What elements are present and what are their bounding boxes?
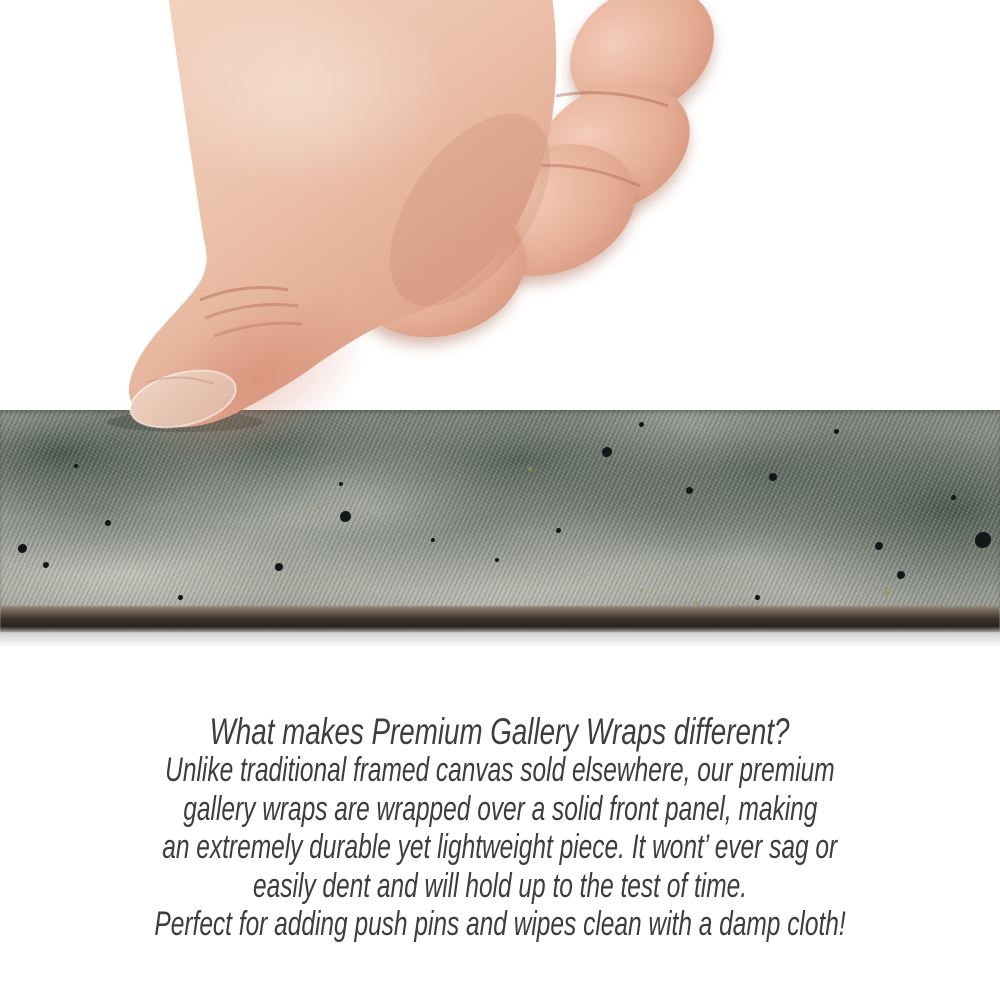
body-line-4-text: easily dent and will hold up to the test of time.: [253, 866, 747, 905]
palm-finger-shading: [358, 85, 582, 334]
canvas-grain-overlay: [0, 410, 1000, 632]
body-line-1: [0, 751, 1000, 790]
pinky-finger: [546, 0, 738, 141]
index-finger: [336, 181, 540, 356]
index-finger-highlight: [360, 201, 500, 291]
curled-fingers: [336, 0, 738, 355]
canvas-edge-photo: [0, 410, 1000, 632]
body-line-5-text: Perfect for adding push pins and wipes clean with a damp cloth!: [154, 905, 846, 944]
headline: [0, 712, 1000, 751]
index-fingertip-pad: [337, 121, 459, 236]
body-line-2-text: gallery wraps are wrapped over a solid front panel, making: [182, 789, 818, 828]
body-line-5: [0, 905, 1000, 944]
finger-crease-2: [520, 165, 640, 186]
canvas-dark-underside-edge: [0, 606, 1000, 632]
palm-highlight: [150, 0, 450, 190]
body-line-3: [0, 828, 1000, 867]
middle-finger: [449, 120, 655, 299]
fingertip-nail-edge: [352, 146, 412, 169]
body-line-3-text: an extremely durable yet lightweight piece. It wont’ ever sag or: [162, 828, 838, 867]
thumb-wrinkle-1: [200, 288, 288, 300]
middle-fingertip-pad: [403, 84, 520, 195]
headline-text: What makes Premium Gallery Wraps different?: [210, 711, 790, 752]
body-line-4: [0, 867, 1000, 906]
ring-finger: [511, 57, 712, 240]
finger-crease-1: [556, 93, 668, 106]
body-line-2: [0, 790, 1000, 829]
canvas-drop-shadow: [0, 630, 1000, 648]
marketing-copy: [0, 712, 1000, 944]
palm-back: [129, 0, 556, 427]
knuckle-dimple: [436, 226, 468, 250]
thumb-cuticle: [148, 377, 214, 384]
thumb-wrinkle-3: [214, 323, 302, 336]
thumb-wrinkle-2: [205, 305, 298, 319]
body-line-1-text: Unlike traditional framed canvas sold elsewhere, our premium: [165, 751, 835, 789]
